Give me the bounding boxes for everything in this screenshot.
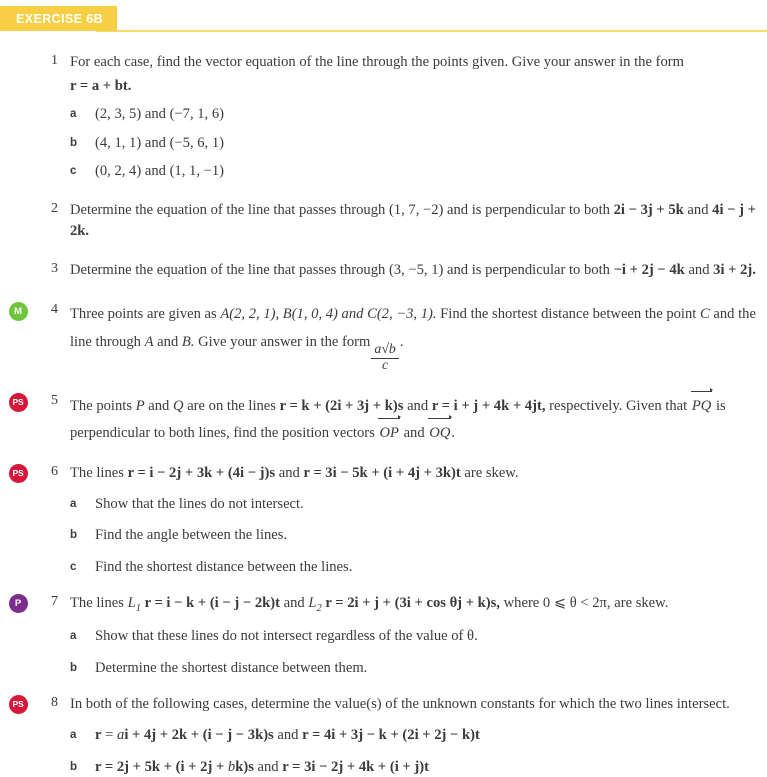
question-number: 4 — [51, 302, 58, 318]
question-body — [58, 200, 767, 242]
badge-slot — [0, 392, 36, 412]
badge-slot — [0, 301, 36, 321]
question-body — [58, 392, 767, 447]
badge-label: PS — [12, 467, 24, 478]
badge-slot — [0, 200, 36, 201]
fraction-numerator: a√b — [371, 343, 398, 359]
part-a — [70, 494, 759, 514]
part-b — [70, 525, 759, 545]
question-math-a: −i + 2j − 4k — [613, 261, 685, 278]
question-body: Three points are given as A(2, 2, 1), B(1, 0, 4) and C(2, −3, 1). Find the shortest distance between the point C and the line through A and B. Give your answer in the form $\frac{a√b}{c}$ . — [70, 306, 756, 373]
part-b — [70, 658, 759, 678]
question-text-and-3: and — [403, 425, 425, 442]
badge-label: M — [14, 305, 22, 317]
line-1-letter: L — [127, 595, 136, 611]
header-rule — [96, 30, 767, 32]
point-c: C — [699, 306, 710, 323]
line-2-subscript: 2 — [316, 602, 322, 614]
badge-modelling — [9, 302, 28, 321]
part-label: a — [70, 630, 77, 643]
part-text: (4, 1, 1) and (−5, 6, 1) — [95, 134, 225, 151]
question-6 — [0, 463, 767, 577]
question-text-and-2: and — [407, 397, 429, 414]
line-1-equation: r = i − k + (i − j − 2k)t — [144, 595, 280, 611]
question-text-end: . — [451, 425, 456, 442]
part-label: a — [70, 497, 77, 510]
unknown-constant-a: a — [117, 727, 125, 744]
part-text-and: and — [277, 727, 299, 744]
question-body — [58, 463, 767, 577]
question-3 — [0, 260, 767, 281]
line-2-equation: r = 4i + 3j − k + (2i + 2j − k)t — [302, 727, 480, 744]
part-text: Find the angle between the lines. — [95, 527, 288, 544]
part-text-and: and — [257, 758, 279, 775]
question-number: 2 — [51, 200, 58, 216]
vector-op: OP — [378, 421, 399, 447]
question-text-3: and the line through — [70, 306, 756, 350]
part-c — [70, 557, 759, 577]
question-7 — [0, 593, 767, 678]
question-list — [0, 40, 767, 777]
question-text-cont: and — [687, 201, 709, 218]
badge-label: PS — [12, 396, 24, 407]
question-text-2: where 0 ⩽ θ < 2π, are skew. — [503, 595, 669, 611]
badge-slot — [0, 52, 36, 53]
line-1-label — [127, 595, 141, 614]
question-number: 3 — [51, 260, 58, 276]
part-label: b — [70, 760, 78, 773]
part-text: (2, 3, 5) and (−7, 1, 6) — [95, 106, 225, 123]
part-text: Show that the lines do not intersect. — [95, 495, 304, 512]
badge-label: P — [14, 597, 22, 609]
part-label: b — [70, 661, 78, 674]
question-number: 7 — [51, 594, 58, 609]
question-text-cont: and — [688, 261, 710, 278]
question-2 — [0, 200, 767, 242]
line-2-equation: r = 3i − 2j + 4k + (i + j)t — [282, 758, 429, 775]
vector-pq: PQ — [691, 394, 712, 420]
exercise-title-tab — [0, 6, 117, 31]
point-b: B. — [181, 333, 195, 350]
point-q: Q — [173, 397, 184, 414]
exercise-title: EXERCISE 6B — [16, 11, 104, 26]
part-text: (0, 2, 4) and (1, 1, −1) — [95, 163, 225, 180]
question-text-2: are skew. — [464, 464, 519, 481]
question-text-1: The lines — [70, 595, 124, 611]
part-text: Show that these lines do not intersect regardless of the value of θ. — [95, 628, 478, 645]
question-math-a: 2i − 3j + 5k — [613, 201, 684, 218]
badge-problem-solving — [9, 695, 28, 714]
line-1-equation: r = k + (2i + 3j + k)s — [279, 397, 404, 414]
part-text — [88, 757, 759, 777]
part-a — [70, 104, 759, 124]
line-1-subscript: 1 — [135, 602, 141, 614]
question-body — [58, 694, 767, 777]
question-number: 8 — [51, 694, 58, 710]
vector-oq: OQ — [428, 421, 451, 447]
point-p: P — [135, 397, 145, 414]
part-text: Find the shortest distance between the lines. — [95, 558, 353, 575]
question-text-and-1: and — [148, 397, 170, 414]
line-2-equation: r = i + j + 4k + 4jt, — [431, 397, 546, 414]
question-1 — [0, 52, 767, 182]
question-text: Determine the equation of the line that passes through (3, −5, 1) and is perpendicular to both — [70, 261, 610, 278]
part-c — [70, 161, 759, 181]
badge-slot — [0, 463, 36, 483]
question-math-b: 3i + 2j. — [713, 261, 756, 278]
badge-problem-solving — [9, 464, 28, 483]
question-number: 1 — [51, 53, 58, 68]
part-b — [70, 757, 759, 777]
badge-label: PS — [12, 699, 24, 710]
part-b — [70, 133, 759, 153]
question-first-line — [70, 593, 759, 616]
equals-r: r — [95, 727, 102, 744]
question-text-1: Three points are given as — [70, 306, 217, 323]
badge-slot — [0, 260, 36, 261]
badge-proof — [9, 594, 28, 613]
question-text-4: Give your answer in the form — [198, 333, 371, 350]
part-text: r = ai + 4j + 2k + (i − j − 3k)s and r = 4i + 3j − k + (2i + 2j − k)t — [95, 727, 480, 744]
question-body — [58, 52, 767, 182]
badge-slot — [0, 694, 36, 714]
part-a — [70, 725, 759, 745]
question-text-2: Find the shortest distance between the point — [440, 306, 697, 323]
part-text: Determine the shortest distance between them. — [95, 659, 368, 676]
question-parts — [70, 104, 759, 181]
question-parts — [70, 626, 759, 678]
part-label: b — [70, 529, 78, 542]
question-text-4: is perpendicular to both lines, find the position vectors — [70, 397, 726, 442]
question-body — [58, 260, 767, 281]
question-number: 6 — [51, 463, 58, 479]
question-text-1: The lines — [70, 464, 124, 481]
question-text: Determine the equation of the line that passes through (1, 7, −2) and is perpendicular to both — [70, 201, 610, 218]
question-points: A(2, 2, 1), B(1, 0, 4) and C(2, −3, 1). — [220, 306, 437, 323]
point-a: A — [144, 333, 154, 350]
question-text-and: and — [283, 595, 305, 611]
line-1-equation-prefix: r = 2j + 5k + (i + 2j + — [95, 758, 228, 775]
fraction-denominator: c — [382, 357, 389, 373]
question-text: In both of the following cases, determine the value(s) of the unknown constants for which the two lines intersect. — [70, 695, 730, 712]
question-5 — [0, 392, 767, 447]
question-math-b: 4i − j + 2k. — [70, 201, 756, 239]
line-1-equation: i + 4j + 2k + (i − j − 3k)s — [124, 727, 274, 744]
question-body — [58, 593, 767, 678]
question-first-line — [70, 463, 759, 484]
answer-fraction — [371, 343, 398, 373]
line-2-label — [308, 595, 322, 614]
part-label: c — [70, 165, 77, 178]
question-number: 5 — [51, 392, 58, 408]
question-math: r = a + bt. — [70, 78, 132, 95]
badge-slot — [0, 593, 36, 613]
part-label: c — [70, 560, 77, 573]
part-a — [70, 626, 759, 646]
question-text: For each case, find the vector equation of the line through the points given. Give your answer in the form — [70, 54, 684, 70]
question-text-and: and — [278, 464, 300, 481]
question-parts — [70, 494, 759, 577]
line-2-equation: r = 2i + j + (3i + cos θj + k)s, — [325, 595, 500, 611]
question-4 — [0, 301, 767, 373]
question-8 — [0, 694, 767, 777]
part-label: a — [70, 729, 77, 742]
exercise-header — [0, 6, 767, 40]
question-text-3: respectively. Given that — [549, 397, 688, 414]
line-1-equation-suffix: k)s — [235, 758, 254, 775]
question-parts — [70, 725, 759, 777]
unknown-constant-b: b — [227, 758, 236, 775]
line-2-letter: L — [308, 595, 317, 611]
line-1-equation: r = i − 2j + 3k + (4i − j)s — [127, 464, 276, 481]
badge-problem-solving — [9, 393, 28, 412]
line-2-equation: r = 3i − 5k + (i + 4j + 3k)t — [303, 464, 461, 481]
part-label: a — [70, 108, 77, 121]
question-text-and: and — [157, 333, 179, 350]
part-label: b — [70, 136, 78, 149]
question-text-2: are on the lines — [187, 397, 276, 414]
question-text-1: The points — [70, 397, 133, 414]
